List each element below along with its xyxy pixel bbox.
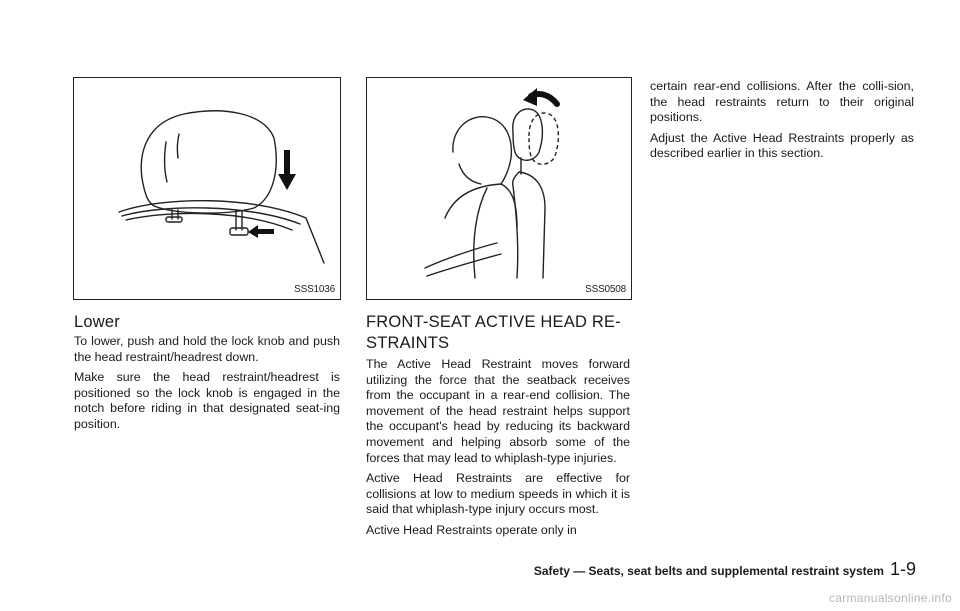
paragraph: certain rear-end collisions. After the colli-sion, the head restraints return to their original positions. xyxy=(650,79,914,125)
page-footer xyxy=(534,559,916,580)
section-heading-lower: Lower xyxy=(74,313,120,331)
paragraph: The Active Head Restraint moves forward utilizing the force that the seatback receives from the occupant in a rear-end collision. The movement of the head restraint helps support the occupant's head by reducing its backward movement and helping absorb some of the forces that may lead to whiplash-type injuries. xyxy=(366,357,630,465)
column-left xyxy=(74,312,340,438)
paragraph: Active Head Restraints are effective for collisions at low to medium speeds in which it is said that whiplash-type injury occurs most. xyxy=(366,471,630,517)
figure-head-restraint-lower xyxy=(73,77,341,300)
head-restraint-lower-illustration xyxy=(74,78,340,299)
paragraph: Adjust the Active Head Restraints properly as described earlier in this section. xyxy=(650,130,914,161)
heading-line: FRONT-SEAT ACTIVE HEAD RE- xyxy=(366,313,621,331)
heading-line: STRAINTS xyxy=(366,334,450,352)
figure-code: SSS0508 xyxy=(585,284,626,295)
section-heading-active-head-restraints xyxy=(366,312,630,354)
figure-active-head-restraint xyxy=(366,77,632,300)
active-head-restraint-illustration xyxy=(367,78,631,299)
figure-code: SSS1036 xyxy=(294,284,335,295)
paragraph: Active Head Restraints operate only in xyxy=(366,522,577,537)
paragraph: Make sure the head restraint/headrest is positioned so the lock knob is engaged in the notch before riding in that designated seat-ing position. xyxy=(74,370,340,431)
footer-section-title: Safety — Seats, seat belts and supplemental restraint system xyxy=(533,564,884,578)
column-right xyxy=(650,79,914,167)
paragraph: To lower, push and hold the lock knob and push the head restraint/headrest down. xyxy=(74,334,340,364)
watermark: carmanualsonline.info xyxy=(828,591,952,605)
column-middle xyxy=(366,312,630,544)
page-number: 1-9 xyxy=(889,559,916,579)
